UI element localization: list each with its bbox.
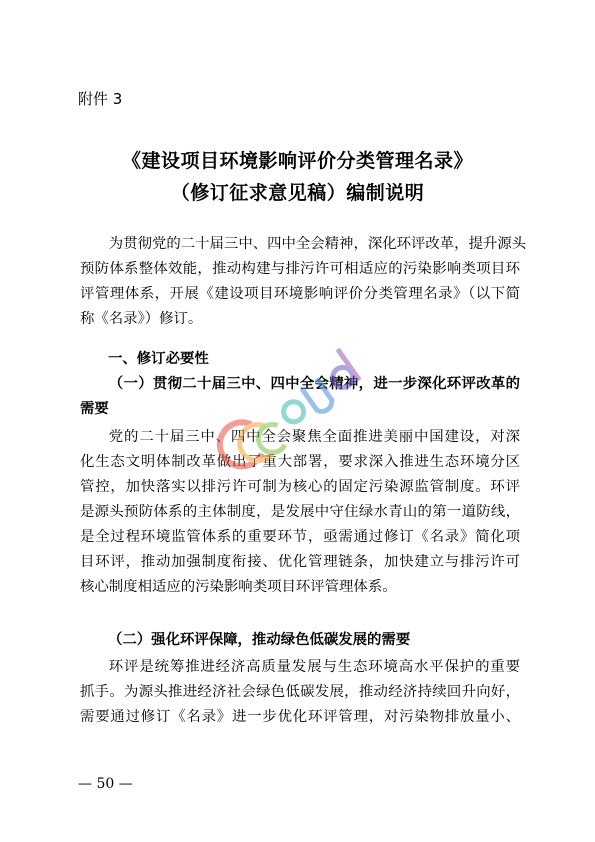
subsection-1-paragraph xyxy=(80,425,520,600)
text-line: 核心制度相适应的污染影响类项目环评管理体系。 xyxy=(80,579,397,595)
subsection-heading-1 xyxy=(80,371,520,421)
text-line: 是全过程环境监管体系的重要环节，亟需通过修订《名录》简化项 xyxy=(80,529,520,545)
subsection-heading-2: （二）强化环评保障，推动绿色低碳发展的需要 xyxy=(108,631,411,648)
text-line: 抓手。为源头推进经济社会绿色低碳发展，推动经济持续回升向好， xyxy=(80,684,520,700)
text-line: 环评是统筹推进经济高质量发展与生态环境高水平保护的重要 xyxy=(108,659,520,675)
text-line: 管控，加快落实以排污许可制为核心的固定污染源监管制度。环评 xyxy=(80,479,520,495)
section-heading-necessity: 一、修订必要性 xyxy=(108,350,209,367)
document-title-line1: 《建设项目环境影响评价分类管理名录》 xyxy=(121,150,473,172)
watermark-text: gcloud xyxy=(200,330,204,331)
text-line: 化生态文明体制改革做出了重大部署，要求深入推进生态环境分区 xyxy=(80,454,520,470)
text-line: 是源头预防体系的主体制度，是发展中守住绿水青山的第一道防线， xyxy=(80,504,520,520)
text-line: 称《名录》）修订。 xyxy=(80,311,203,327)
text-line: （一）贯彻二十届三中、四中全会精神，进一步深化环评改革的 xyxy=(108,375,520,392)
text-line: 党的二十届三中、四中全会聚焦全面推进美丽中国建设，对深 xyxy=(108,429,520,445)
attachment-label: 附件 3 xyxy=(78,90,123,108)
subsection-2-paragraph xyxy=(80,655,520,730)
intro-paragraph xyxy=(80,232,527,332)
document-title-line2: （修订征求意见稿）编制说明 xyxy=(170,182,425,204)
page-number: — 50 — xyxy=(78,776,133,792)
text-line: 目环评，推动加强制度衔接、优化管理链条，加快建立与排污许可 xyxy=(80,554,520,570)
text-line: 需要 xyxy=(80,400,109,417)
text-line: 为贯彻党的二十届三中、四中全会精神，深化环评改革，提升源头 xyxy=(108,236,527,252)
text-line: 评管理体系，开展《建设项目环境影响评价分类管理名录》（以下简 xyxy=(80,286,520,302)
text-line: 需要通过修订《名录》进一步优化环评管理，对污染物排放量小、 xyxy=(80,709,520,725)
text-line: 预防体系整体效能，推动构建与排污许可相适应的污染影响类项目环 xyxy=(80,261,520,277)
